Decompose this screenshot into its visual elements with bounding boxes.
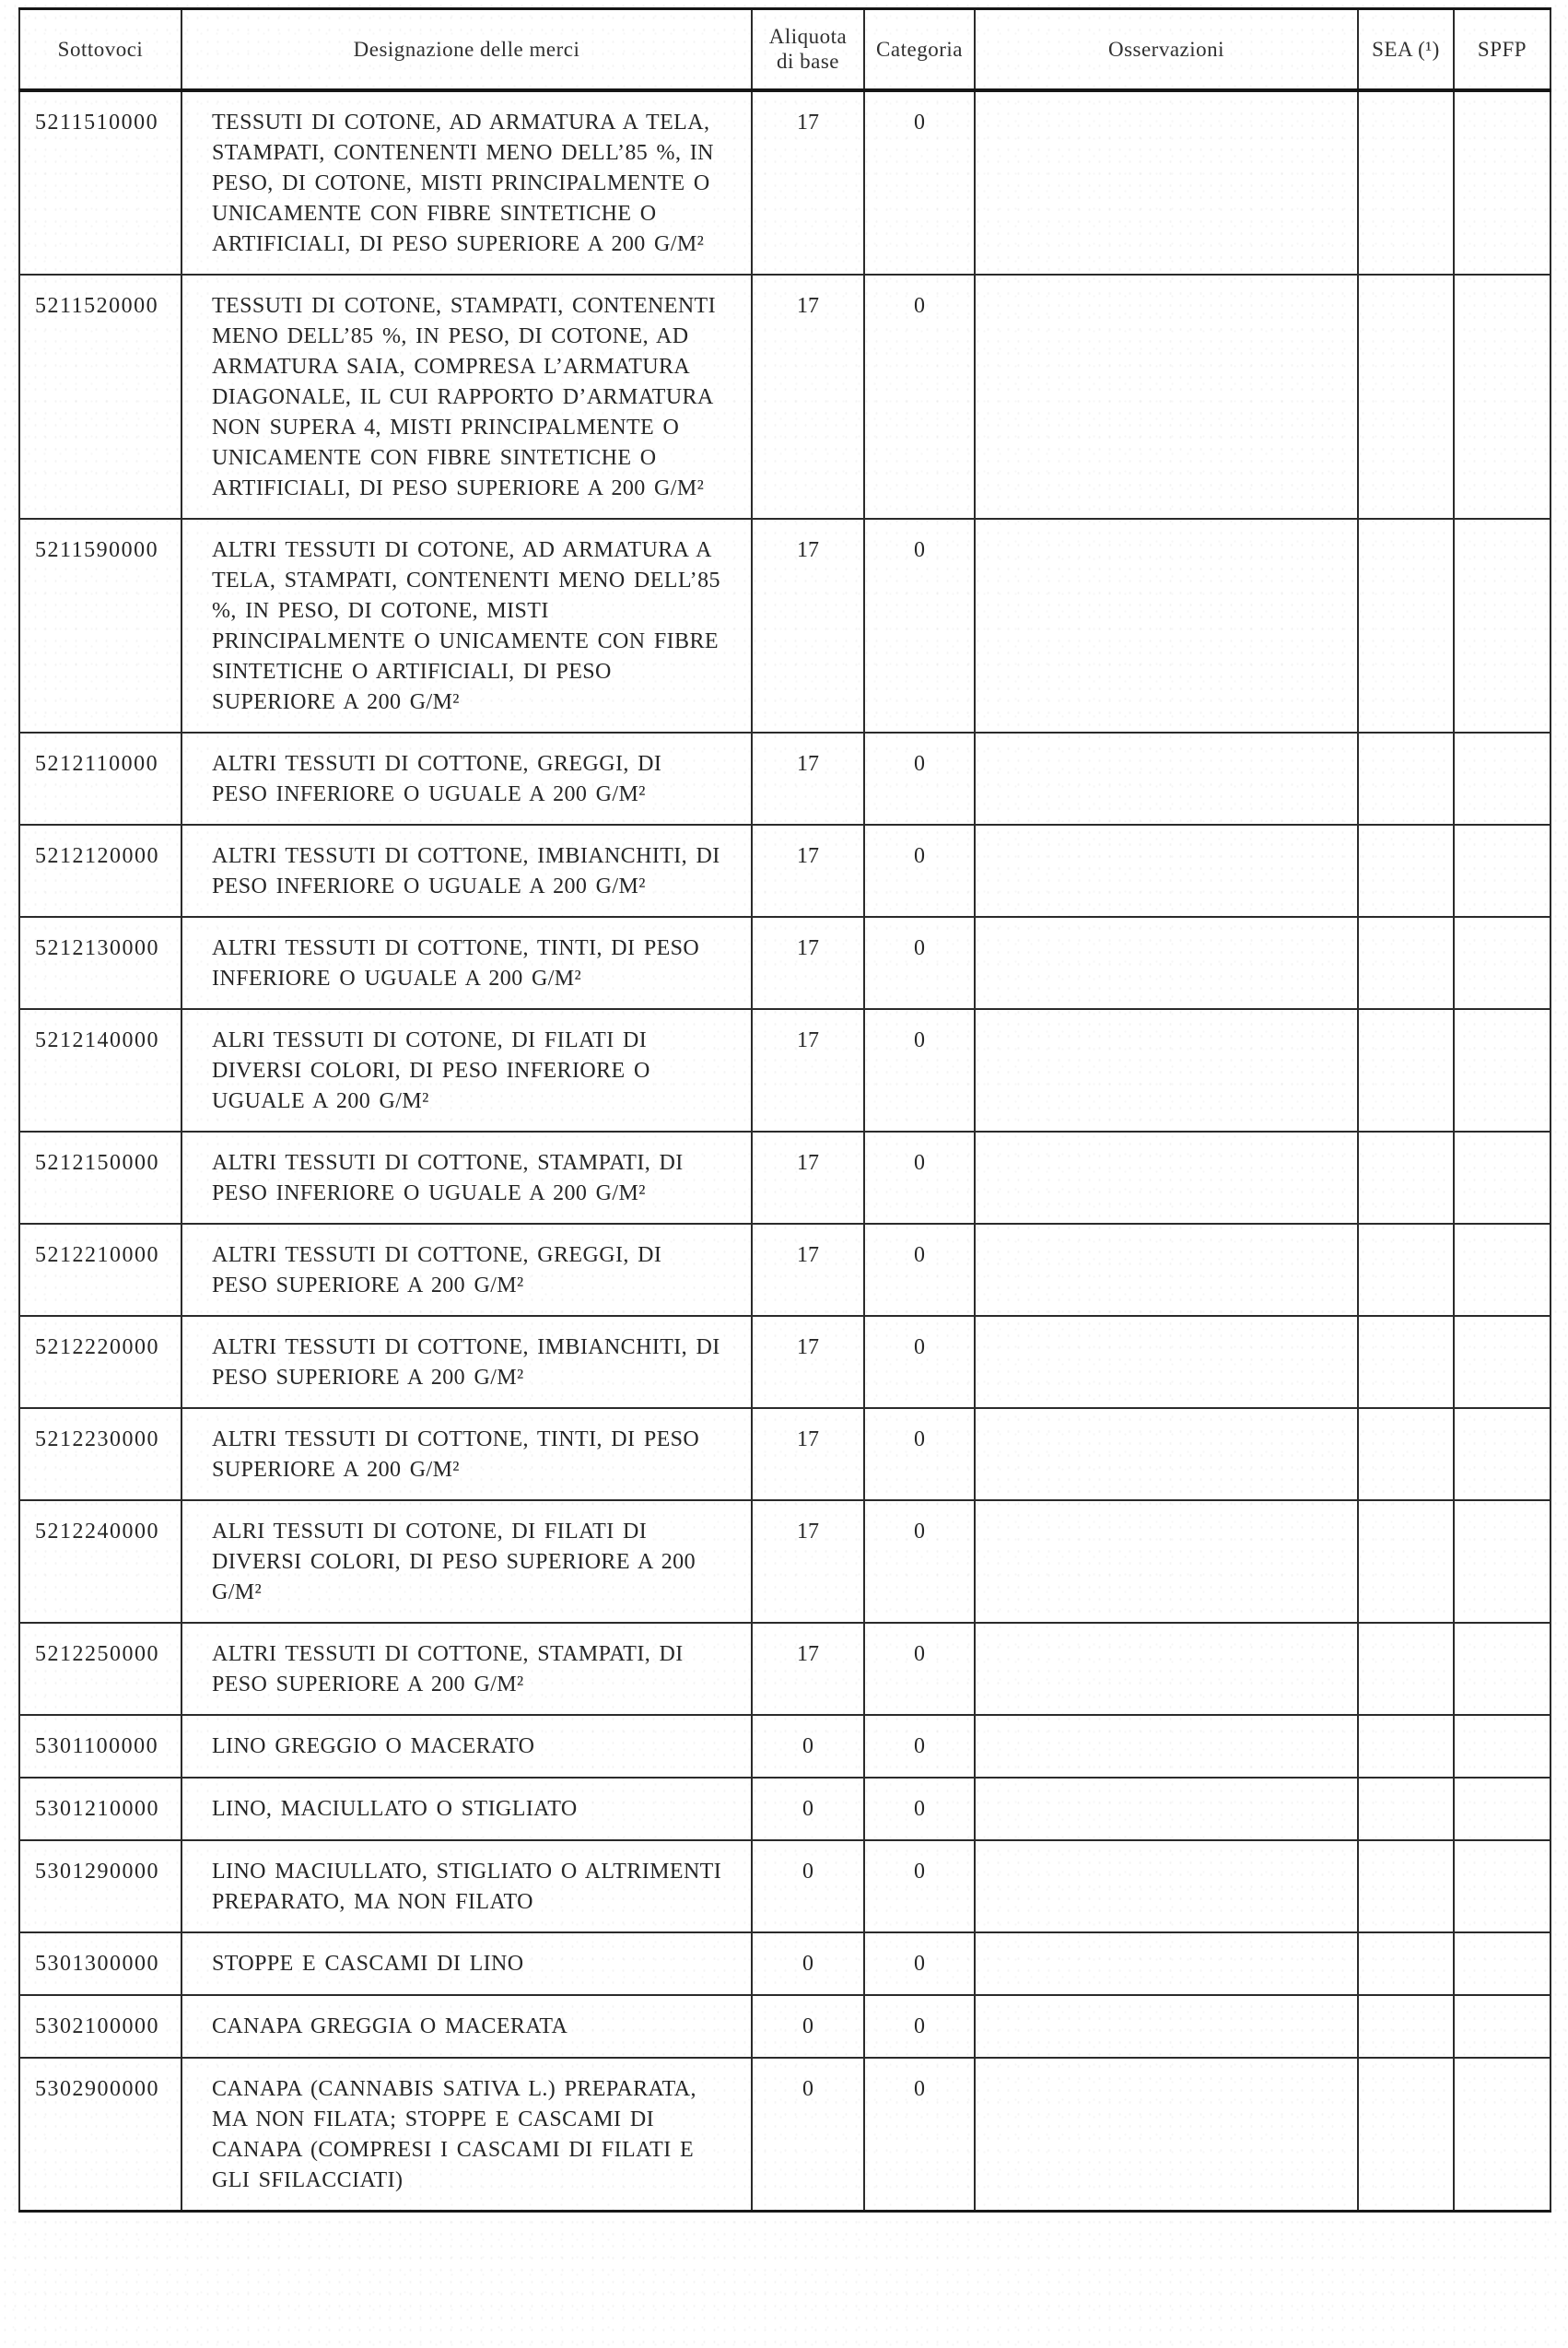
row-osservazioni — [975, 1224, 1358, 1316]
row-categoria: 0 — [864, 1224, 975, 1316]
row-description: ALTRI TESSUTI DI COTTONE, GREGGI, DI PESO INFERIORE O UGUALE A 200 G/M² — [181, 733, 752, 825]
row-sea — [1358, 1623, 1454, 1715]
row-aliquota: 17 — [752, 275, 864, 519]
row-description: ALTRI TESSUTI DI COTTONE, GREGGI, DI PESO SUPERIORE A 200 G/M² — [181, 1224, 752, 1316]
row-description: ALTRI TESSUTI DI COTTONE, STAMPATI, DI PESO SUPERIORE A 200 G/M² — [181, 1623, 752, 1715]
row-code: 5301300000 — [19, 1932, 181, 1995]
table-row — [19, 1932, 1550, 1995]
row-sea — [1358, 825, 1454, 917]
row-aliquota: 17 — [752, 1408, 864, 1500]
table-row — [19, 1995, 1550, 2058]
row-osservazioni — [975, 1132, 1358, 1224]
row-aliquota: 17 — [752, 1316, 864, 1408]
row-categoria: 0 — [864, 1408, 975, 1500]
table-row — [19, 90, 1550, 275]
row-spfp — [1454, 1224, 1550, 1316]
row-code: 5212240000 — [19, 1500, 181, 1623]
row-categoria: 0 — [864, 1932, 975, 1995]
row-spfp — [1454, 1623, 1550, 1715]
row-categoria: 0 — [864, 1778, 975, 1840]
row-description: STOPPE E CASCAMI DI LINO — [181, 1932, 752, 1995]
row-spfp — [1454, 90, 1550, 275]
row-code: 5212110000 — [19, 733, 181, 825]
row-aliquota: 17 — [752, 1623, 864, 1715]
row-osservazioni — [975, 1408, 1358, 1500]
row-code: 5301100000 — [19, 1715, 181, 1778]
row-description: CANAPA GREGGIA O MACERATA — [181, 1995, 752, 2058]
row-spfp — [1454, 519, 1550, 733]
row-categoria: 0 — [864, 733, 975, 825]
row-aliquota: 0 — [752, 1840, 864, 1932]
row-code: 5211510000 — [19, 90, 181, 275]
row-categoria: 0 — [864, 1132, 975, 1224]
row-aliquota: 17 — [752, 519, 864, 733]
table-row — [19, 1009, 1550, 1132]
row-aliquota: 0 — [752, 1715, 864, 1778]
row-sea — [1358, 917, 1454, 1009]
row-spfp — [1454, 733, 1550, 825]
table-row — [19, 1408, 1550, 1500]
row-aliquota: 0 — [752, 1995, 864, 2058]
row-categoria: 0 — [864, 90, 975, 275]
row-spfp — [1454, 1408, 1550, 1500]
row-code: 5211520000 — [19, 275, 181, 519]
row-spfp — [1454, 1932, 1550, 1995]
row-sea — [1358, 519, 1454, 733]
row-code: 5212230000 — [19, 1408, 181, 1500]
row-code: 5212150000 — [19, 1132, 181, 1224]
table-row — [19, 1316, 1550, 1408]
row-sea — [1358, 275, 1454, 519]
row-code: 5302900000 — [19, 2058, 181, 2212]
table-row — [19, 275, 1550, 519]
column-header-categoria: Categoria — [864, 9, 975, 90]
row-sea — [1358, 1408, 1454, 1500]
row-aliquota: 17 — [752, 1132, 864, 1224]
table-row — [19, 1224, 1550, 1316]
row-spfp — [1454, 275, 1550, 519]
row-osservazioni — [975, 917, 1358, 1009]
row-osservazioni — [975, 1715, 1358, 1778]
row-osservazioni — [975, 733, 1358, 825]
row-osservazioni — [975, 1778, 1358, 1840]
row-categoria: 0 — [864, 519, 975, 733]
table-row — [19, 1840, 1550, 1932]
row-description: LINO, MACIULLATO O STIGLIATO — [181, 1778, 752, 1840]
row-categoria: 0 — [864, 1840, 975, 1932]
row-osservazioni — [975, 1500, 1358, 1623]
row-osservazioni — [975, 2058, 1358, 2212]
row-code: 5212250000 — [19, 1623, 181, 1715]
row-aliquota: 17 — [752, 825, 864, 917]
row-sea — [1358, 1995, 1454, 2058]
table-row — [19, 917, 1550, 1009]
row-sea — [1358, 1009, 1454, 1132]
table-row — [19, 1778, 1550, 1840]
row-spfp — [1454, 1132, 1550, 1224]
row-sea — [1358, 1316, 1454, 1408]
table-row — [19, 1623, 1550, 1715]
table-row — [19, 1500, 1550, 1623]
row-description: ALTRI TESSUTI DI COTONE, AD ARMATURA A TELA, STAMPATI, CONTENENTI MENO DELL’85 %, IN PESO, DI COTONE, MISTI PRINCIPALMENTE O UNICAMENTE CON FIBRE SINTETICHE O ARTIFICIALI, DI PESO SUPERIORE A 200 G/M² — [181, 519, 752, 733]
row-osservazioni — [975, 90, 1358, 275]
row-description: TESSUTI DI COTONE, STAMPATI, CONTENENTI MENO DELL’85 %, IN PESO, DI COTONE, AD ARMATURA SAIA, COMPRESA L’ARMATURA DIAGONALE, IL CUI RAPPORTO D’ARMATURA NON SUPERA 4, MISTI PRINCIPALMENTE O UNICAMENTE CON FIBRE SINTETICHE O ARTIFICIALI, DI PESO SUPERIORE A 200 G/M² — [181, 275, 752, 519]
column-header-aliquota: Aliquota di base — [752, 9, 864, 90]
row-sea — [1358, 1500, 1454, 1623]
column-header-spfp: SPFP — [1454, 9, 1550, 90]
table-body — [19, 90, 1550, 2212]
row-sea — [1358, 1932, 1454, 1995]
table-header — [19, 9, 1550, 90]
row-aliquota: 0 — [752, 2058, 864, 2212]
column-header-osservazioni: Osservazioni — [975, 9, 1358, 90]
table-row — [19, 1715, 1550, 1778]
row-sea — [1358, 733, 1454, 825]
row-spfp — [1454, 2058, 1550, 2212]
header-row — [19, 9, 1550, 90]
row-description: ALTRI TESSUTI DI COTTONE, TINTI, DI PESO INFERIORE O UGUALE A 200 G/M² — [181, 917, 752, 1009]
row-categoria: 0 — [864, 1316, 975, 1408]
row-categoria: 0 — [864, 917, 975, 1009]
row-code: 5211590000 — [19, 519, 181, 733]
row-categoria: 0 — [864, 1995, 975, 2058]
row-aliquota: 17 — [752, 90, 864, 275]
row-spfp — [1454, 1715, 1550, 1778]
row-code: 5212220000 — [19, 1316, 181, 1408]
row-code: 5212140000 — [19, 1009, 181, 1132]
row-spfp — [1454, 825, 1550, 917]
row-categoria: 0 — [864, 2058, 975, 2212]
row-categoria: 0 — [864, 275, 975, 519]
row-osservazioni — [975, 275, 1358, 519]
row-description: LINO GREGGIO O MACERATO — [181, 1715, 752, 1778]
row-spfp — [1454, 1995, 1550, 2058]
row-description: ALRI TESSUTI DI COTONE, DI FILATI DI DIVERSI COLORI, DI PESO SUPERIORE A 200 G/M² — [181, 1500, 752, 1623]
row-categoria: 0 — [864, 1623, 975, 1715]
row-categoria: 0 — [864, 1009, 975, 1132]
row-sea — [1358, 1132, 1454, 1224]
row-aliquota: 17 — [752, 917, 864, 1009]
table-row — [19, 733, 1550, 825]
row-description: LINO MACIULLATO, STIGLIATO O ALTRIMENTI PREPARATO, MA NON FILATO — [181, 1840, 752, 1932]
row-sea — [1358, 90, 1454, 275]
table-row — [19, 2058, 1550, 2212]
column-header-sottovoci: Sottovoci — [19, 9, 181, 90]
row-sea — [1358, 1224, 1454, 1316]
row-osservazioni — [975, 1009, 1358, 1132]
row-osservazioni — [975, 1932, 1358, 1995]
row-aliquota: 17 — [752, 1224, 864, 1316]
row-code: 5301290000 — [19, 1840, 181, 1932]
row-osservazioni — [975, 1316, 1358, 1408]
row-description: ALTRI TESSUTI DI COTTONE, IMBIANCHITI, DI PESO SUPERIORE A 200 G/M² — [181, 1316, 752, 1408]
tariff-table — [18, 7, 1551, 2213]
row-sea — [1358, 1715, 1454, 1778]
row-code: 5212130000 — [19, 917, 181, 1009]
row-aliquota: 17 — [752, 1009, 864, 1132]
row-code: 5301210000 — [19, 1778, 181, 1840]
row-aliquota: 0 — [752, 1778, 864, 1840]
row-spfp — [1454, 1840, 1550, 1932]
row-aliquota: 0 — [752, 1932, 864, 1995]
row-spfp — [1454, 1778, 1550, 1840]
row-categoria: 0 — [864, 825, 975, 917]
column-header-sea: SEA (¹) — [1358, 9, 1454, 90]
row-categoria: 0 — [864, 1715, 975, 1778]
row-aliquota: 17 — [752, 1500, 864, 1623]
table-row — [19, 1132, 1550, 1224]
row-sea — [1358, 1778, 1454, 1840]
row-spfp — [1454, 1500, 1550, 1623]
row-spfp — [1454, 1009, 1550, 1132]
row-categoria: 0 — [864, 1500, 975, 1623]
row-osservazioni — [975, 1623, 1358, 1715]
row-description: ALTRI TESSUTI DI COTTONE, IMBIANCHITI, DI PESO INFERIORE O UGUALE A 200 G/M² — [181, 825, 752, 917]
row-sea — [1358, 2058, 1454, 2212]
row-code: 5302100000 — [19, 1995, 181, 2058]
row-description: ALTRI TESSUTI DI COTTONE, STAMPATI, DI PESO INFERIORE O UGUALE A 200 G/M² — [181, 1132, 752, 1224]
row-spfp — [1454, 1316, 1550, 1408]
column-header-designazione: Designazione delle merci — [181, 9, 752, 90]
row-aliquota: 17 — [752, 733, 864, 825]
row-description: ALTRI TESSUTI DI COTTONE, TINTI, DI PESO SUPERIORE A 200 G/M² — [181, 1408, 752, 1500]
table-row — [19, 519, 1550, 733]
row-osservazioni — [975, 519, 1358, 733]
row-spfp — [1454, 917, 1550, 1009]
row-osservazioni — [975, 1840, 1358, 1932]
row-osservazioni — [975, 825, 1358, 917]
row-sea — [1358, 1840, 1454, 1932]
row-code: 5212210000 — [19, 1224, 181, 1316]
row-description: ALRI TESSUTI DI COTONE, DI FILATI DI DIVERSI COLORI, DI PESO INFERIORE O UGUALE A 200 G/M² — [181, 1009, 752, 1132]
table-row — [19, 825, 1550, 917]
row-description: CANAPA (CANNABIS SATIVA L.) PREPARATA, MA NON FILATA; STOPPE E CASCAMI DI CANAPA (COMPRESI I CASCAMI DI FILATI E GLI SFILACCIATI) — [181, 2058, 752, 2212]
row-code: 5212120000 — [19, 825, 181, 917]
row-osservazioni — [975, 1995, 1358, 2058]
row-description: TESSUTI DI COTONE, AD ARMATURA A TELA, STAMPATI, CONTENENTI MENO DELL’85 %, IN PESO, DI COTONE, MISTI PRINCIPALMENTE O UNICAMENTE CON FIBRE SINTETICHE O ARTIFICIALI, DI PESO SUPERIORE A 200 G/M² — [181, 90, 752, 275]
